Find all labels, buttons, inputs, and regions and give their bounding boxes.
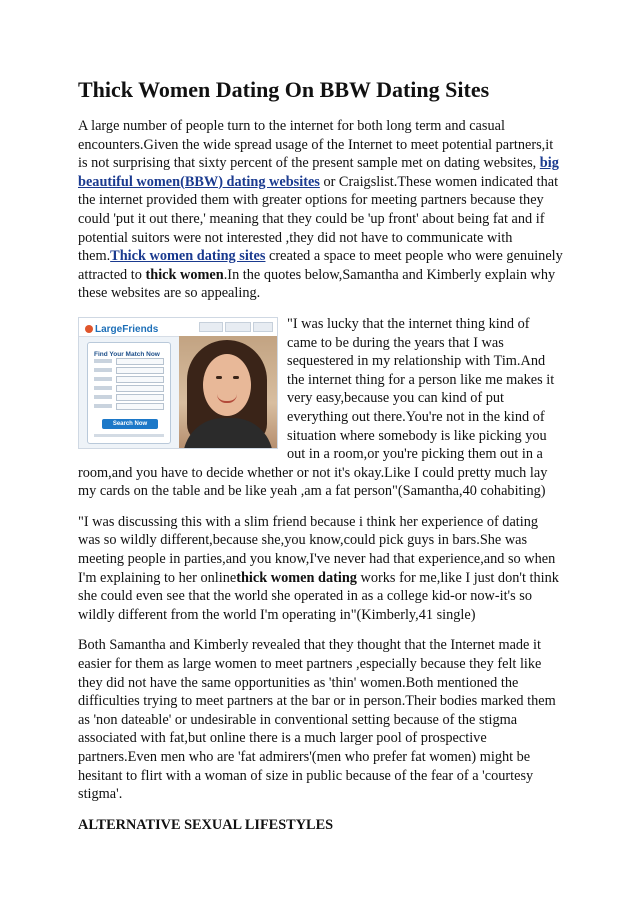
search-now-button: Search Now: [102, 419, 158, 429]
form-row: [94, 395, 164, 400]
form-row: [94, 386, 164, 391]
logo-mark-icon: [85, 325, 93, 333]
section-heading: ALTERNATIVE SEXUAL LIFESTYLES: [78, 816, 334, 833]
form-row: [94, 359, 164, 364]
bold-keyword: thick women: [145, 266, 224, 283]
paragraph-text: "I was discussing this with a slim friend because i think her experience of dating was so wildly different,because she,you know,could pick guys in bars.She was meeting people in parties,and you know,I've never had that experience,and so when I'm explaining to her online: [78, 513, 556, 586]
nav-button: [253, 322, 273, 332]
thick-women-dating-sites-link[interactable]: Thick women dating sites: [110, 248, 266, 265]
paragraph-text: works for me,like I just don't think she could even see that the world she operated in as a college kid-or now-it's so wildly different from the world I'm operating in"(Kimberly,41 single): [78, 569, 559, 623]
search-panel-title: Find Your Match Now: [94, 350, 160, 358]
article-body: [78, 117, 563, 846]
paragraph-intro: [78, 117, 563, 303]
form-row: [94, 377, 164, 382]
search-form-panel: [87, 342, 171, 444]
bold-keyword: thick women dating: [236, 569, 357, 586]
logo-text: LargeFriends: [95, 323, 159, 335]
paragraph-text: created a space to meet people who were genuinely attracted to: [78, 248, 563, 283]
form-row: [94, 368, 164, 373]
dating-site-screenshot: [78, 317, 278, 449]
paragraph-text: A large number of people turn to the internet for both long term and casual encounters.Given the wide spread usage of the Internet to meet potential partners,it is not surprising that sixty percent of the present sample met on dating websites,: [78, 118, 554, 172]
form-row: [94, 404, 164, 409]
nav-button: [225, 322, 251, 332]
paragraph-kimberly-quote: [78, 513, 563, 625]
woman-photo-face: [203, 354, 251, 416]
eye-icon: [233, 376, 239, 379]
paragraph-text: or Craigslist.These women indicated that the internet provided them with greater options for meeting partners because they could 'put it out there,' meaning that they could be 'up front' about being fat and if potential suitors were not interested ,they did not have to communicate with them.: [78, 173, 559, 265]
paragraph-text: .In the quotes below,Samantha and Kimberly explain why these websites are so appealing.: [78, 266, 556, 302]
nav-button: [199, 322, 223, 332]
bbw-dating-websites-link[interactable]: big beautiful women(BBW) dating websites: [78, 155, 559, 190]
samantha-quote-text: "I was lucky that the internet thing kind of came to be during the years that I was sequestered in my relationship with Tim.And the internet thing for a person like me makes it very easy,because you can kind of put everything out there.You're not in the kind of situation where somebody is like picking you out in a room,or you're picking them out in a room,and you have to decide whether or not it's okay.Like I could pretty much lay my cards on the table and be like yeah ,am a fat person"(Samantha,40 cohabiting): [78, 315, 555, 500]
panel-footer-text: [94, 434, 164, 437]
page-title: Thick Women Dating On BBW Dating Sites: [78, 77, 490, 102]
site-logo: [85, 321, 158, 340]
paragraph-samantha-quote: [78, 315, 563, 501]
paragraph-summary: Both Samantha and Kimberly revealed that they thought that the Internet made it easier for them as large women to meet partners ,especially because they felt like they did not have the same opportunities as 'thin' women.Both mentioned the difficulties trying to meet partners at the bar or in person.Their bodies marked them as 'non dateable' or undesirable in conventional setting because of the stigma associated with fat,but online there is a much larger pool of prospective partners.Even men who are 'fat admirers'(men who prefer fat women) might be hesitant to flirt with a woman of size in public because of the fear of a 'courtesy stigma'.: [78, 637, 556, 803]
eye-icon: [216, 376, 222, 379]
